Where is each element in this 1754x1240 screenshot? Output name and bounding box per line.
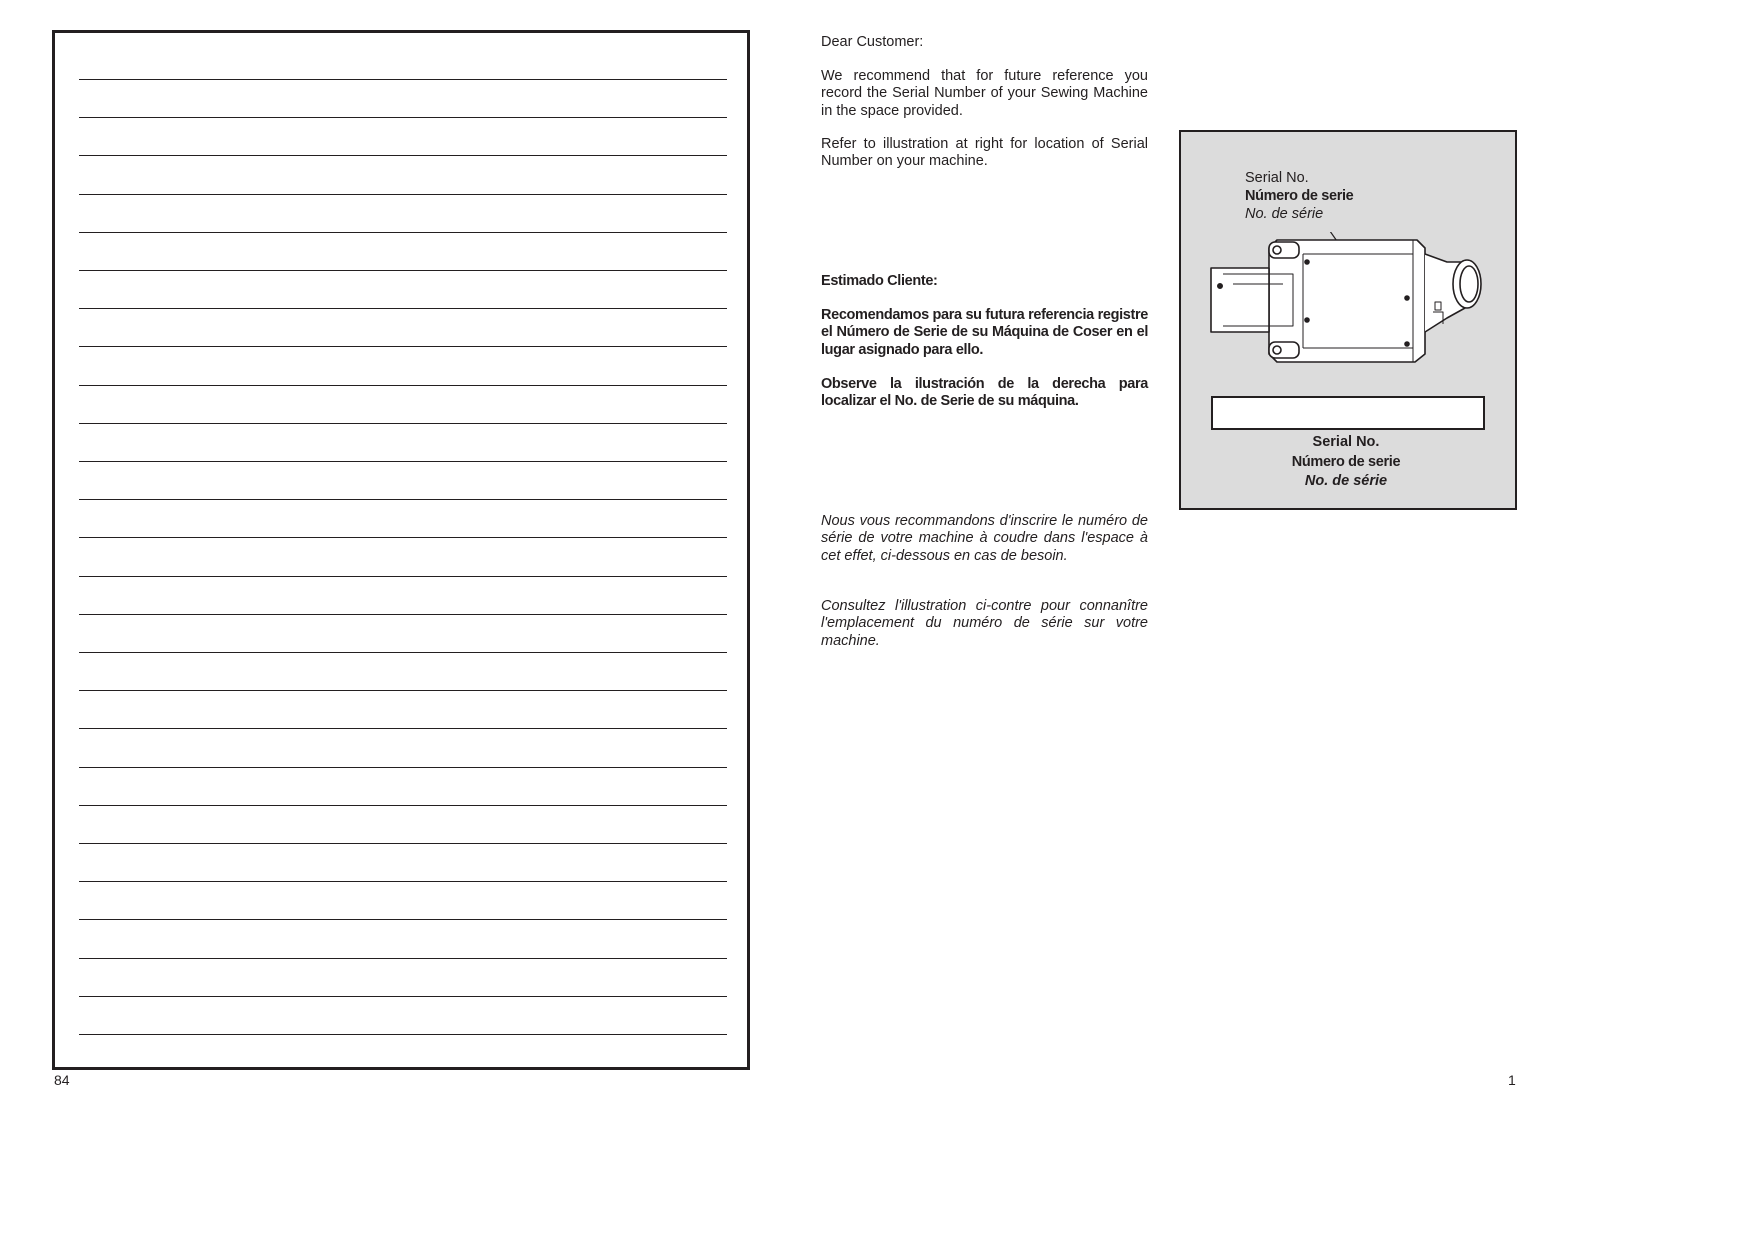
ruled-line [79,881,727,882]
notes-ruled-box [52,30,750,1070]
ruled-line [79,155,727,156]
caption-serial-en: Serial No. [1312,434,1380,450]
ruled-line [79,690,727,691]
french-paragraph-1: Nous vous recommandons d'inscrire le numéro de série de votre machine à coudre dans l'espace à cet effet, ci-dessous en cas de besoin. [821,513,1148,564]
page-number-left: 84 [54,1072,70,1088]
ruled-line [79,576,727,577]
sewing-machine-underside-icon [1203,232,1493,372]
ruled-line [79,499,727,500]
ruled-line [79,270,727,271]
ruled-line [79,232,727,233]
ruled-line [79,1034,727,1035]
ruled-line [79,194,727,195]
ruled-line [79,652,727,653]
ruled-line [79,308,727,309]
spanish-paragraph-2: Observe la ilustración de la derecha para localizar el No. de Serie de su máquina. [821,376,1148,410]
caption-serial-fr: No. de série [1304,473,1388,489]
callout-serial-en: Serial No. [1245,170,1309,186]
ruled-line [79,919,727,920]
serial-number-field[interactable] [1211,396,1485,430]
english-paragraph-2: Refer to illustration at right for location of Serial Number on your machine. [821,136,1148,170]
callout-serial-es: Número de serie [1245,188,1354,204]
ruled-line [79,996,727,997]
ruled-line [79,461,727,462]
english-greeting: Dear Customer: [821,34,924,50]
spanish-greeting: Estimado Cliente: [821,273,938,289]
ruled-line [79,767,727,768]
ruled-line [79,614,727,615]
ruled-line [79,385,727,386]
ruled-line [79,537,727,538]
caption-serial-es: Número de serie [1291,454,1401,470]
callout-serial-fr: No. de série [1245,206,1324,222]
page-number-right: 1 [1508,1072,1516,1088]
serial-number-panel [1179,130,1517,510]
ruled-line [79,958,727,959]
english-paragraph-1: We recommend that for future reference you record the Serial Number of your Sewing Machine in the space provided. [821,68,1148,119]
ruled-line [79,728,727,729]
ruled-line [79,346,727,347]
spanish-paragraph-1: Recomendamos para su futura referencia registre el Número de Serie de su Máquina de Coser en el lugar asignado para ello. [821,307,1148,358]
french-paragraph-2: Consultez l'illustration ci-contre pour connanître l'emplacement du numéro de série sur votre machine. [821,598,1148,649]
ruled-line [79,423,727,424]
ruled-line [79,843,727,844]
ruled-line [79,805,727,806]
ruled-line [79,79,727,80]
ruled-line [79,117,727,118]
